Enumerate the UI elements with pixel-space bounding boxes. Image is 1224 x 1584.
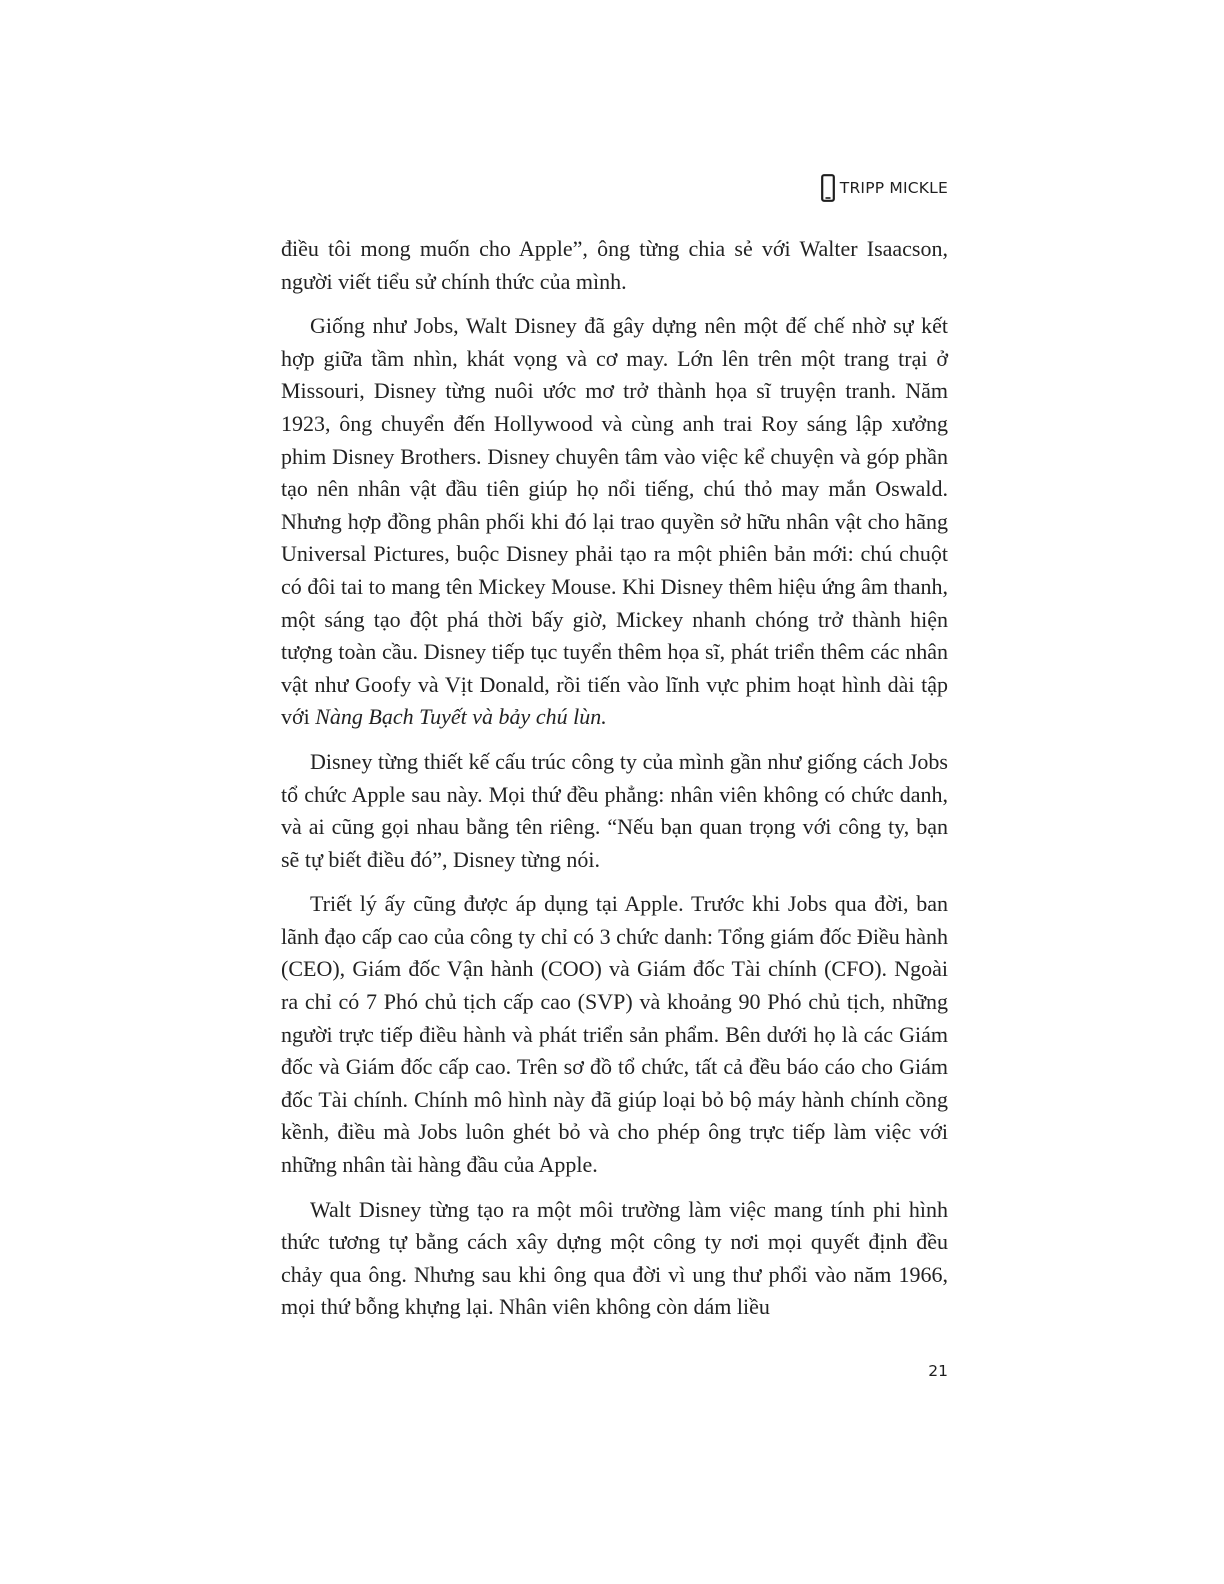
page-number: 21 — [928, 1362, 948, 1380]
paragraph: Triết lý ấy cũng được áp dụng tại Apple. Trước khi Jobs qua đời, ban lãnh đạo cấp cao của công ty chỉ có 3 chức danh: Tổng giám đốc Điều hành (CEO), Giám đốc Vận hành (COO) và Giám đốc Tài chính (CFO). Ngoài ra chỉ có 7 Phó chủ tịch cấp cao (SVP) và khoảng 90 Phó chủ tịch, những người trực tiếp điều hành và phát triển sản phẩm. Bên dưới họ là các Giám đốc và Giám đốc cấp cao. Trên sơ đồ tổ chức, tất cả đều báo cáo cho Giám đốc Tài chính. Chính mô hình này đã giúp loại bỏ bộ máy hành chính cồng kềnh, điều mà Jobs luôn ghét bỏ và cho phép ông trực tiếp làm việc với những nhân tài hàng đầu của Apple. — [281, 891, 948, 1178]
paragraph-text: Giống như Jobs, Walt Disney đã gây dựng nên một đế chế nhờ sự kết hợp giữa tầm nhìn, khát vọng và cơ may. Lớn lên trên một trang trại ở Missouri, Disney từng nuôi ước mơ trở thành họa sĩ truyện tranh. Năm 1923, ông chuyển đến Hollywood và cùng anh trai Roy sáng lập xưởng phim Disney Brothers. Disney chuyên tâm vào việc kể chuyện và góp phần tạo nên nhân vật đầu tiên giúp họ nổi tiếng, chú thỏ may mắn Oswald. Nhưng hợp đồng phân phối khi đó lại trao quyền sở hữu nhân vật cho hãng Universal Pictures, buộc Disney phải tạo ra một phiên bản mới: chú chuột có đôi tai to mang tên Mickey Mouse. Khi Disney thêm hiệu ứng âm thanh, một sáng tạo đột phá thời bấy giờ, Mickey nhanh chóng trở thành hiện tượng toàn cầu. Disney tiếp tục tuyển thêm họa sĩ, phát triển thêm các nhân vật như Goofy và Vịt Donald, rồi tiến vào lĩnh vực phim hoạt hình dài tập với — [281, 313, 948, 730]
body-text — [281, 233, 948, 1336]
header-author: TRIPP MICKLE — [839, 179, 948, 197]
paragraph: Walt Disney từng tạo ra một môi trường làm việc mang tính phi hình thức tương tự bằng cách xây dựng một công ty nơi mọi quyết định đều chảy qua ông. Nhưng sau khi ông qua đời vì ung thư phổi vào năm 1966, mọi thứ bỗng khựng lại. Nhân viên không còn dám liều — [281, 1196, 948, 1320]
paragraph — [281, 310, 948, 734]
smartphone-icon — [821, 174, 835, 202]
paragraph: Disney từng thiết kế cấu trúc công ty của mình gần như giống cách Jobs tổ chức Apple sau này. Mọi thứ đều phẳng: nhân viên không có chức danh, và ai cũng gọi nhau bằng tên riêng. “Nếu bạn quan trọng với công ty, bạn sẽ tự biết điều đó”, Disney từng nói. — [281, 748, 948, 872]
book-title: Nàng Bạch Tuyết và bảy chú lùn. — [315, 704, 607, 730]
running-header — [821, 174, 948, 202]
paragraph: điều tôi mong muốn cho Apple”, ông từng chia sẻ với Walter Isaacson, người viết tiểu sử chính thức của mình. — [281, 236, 948, 294]
